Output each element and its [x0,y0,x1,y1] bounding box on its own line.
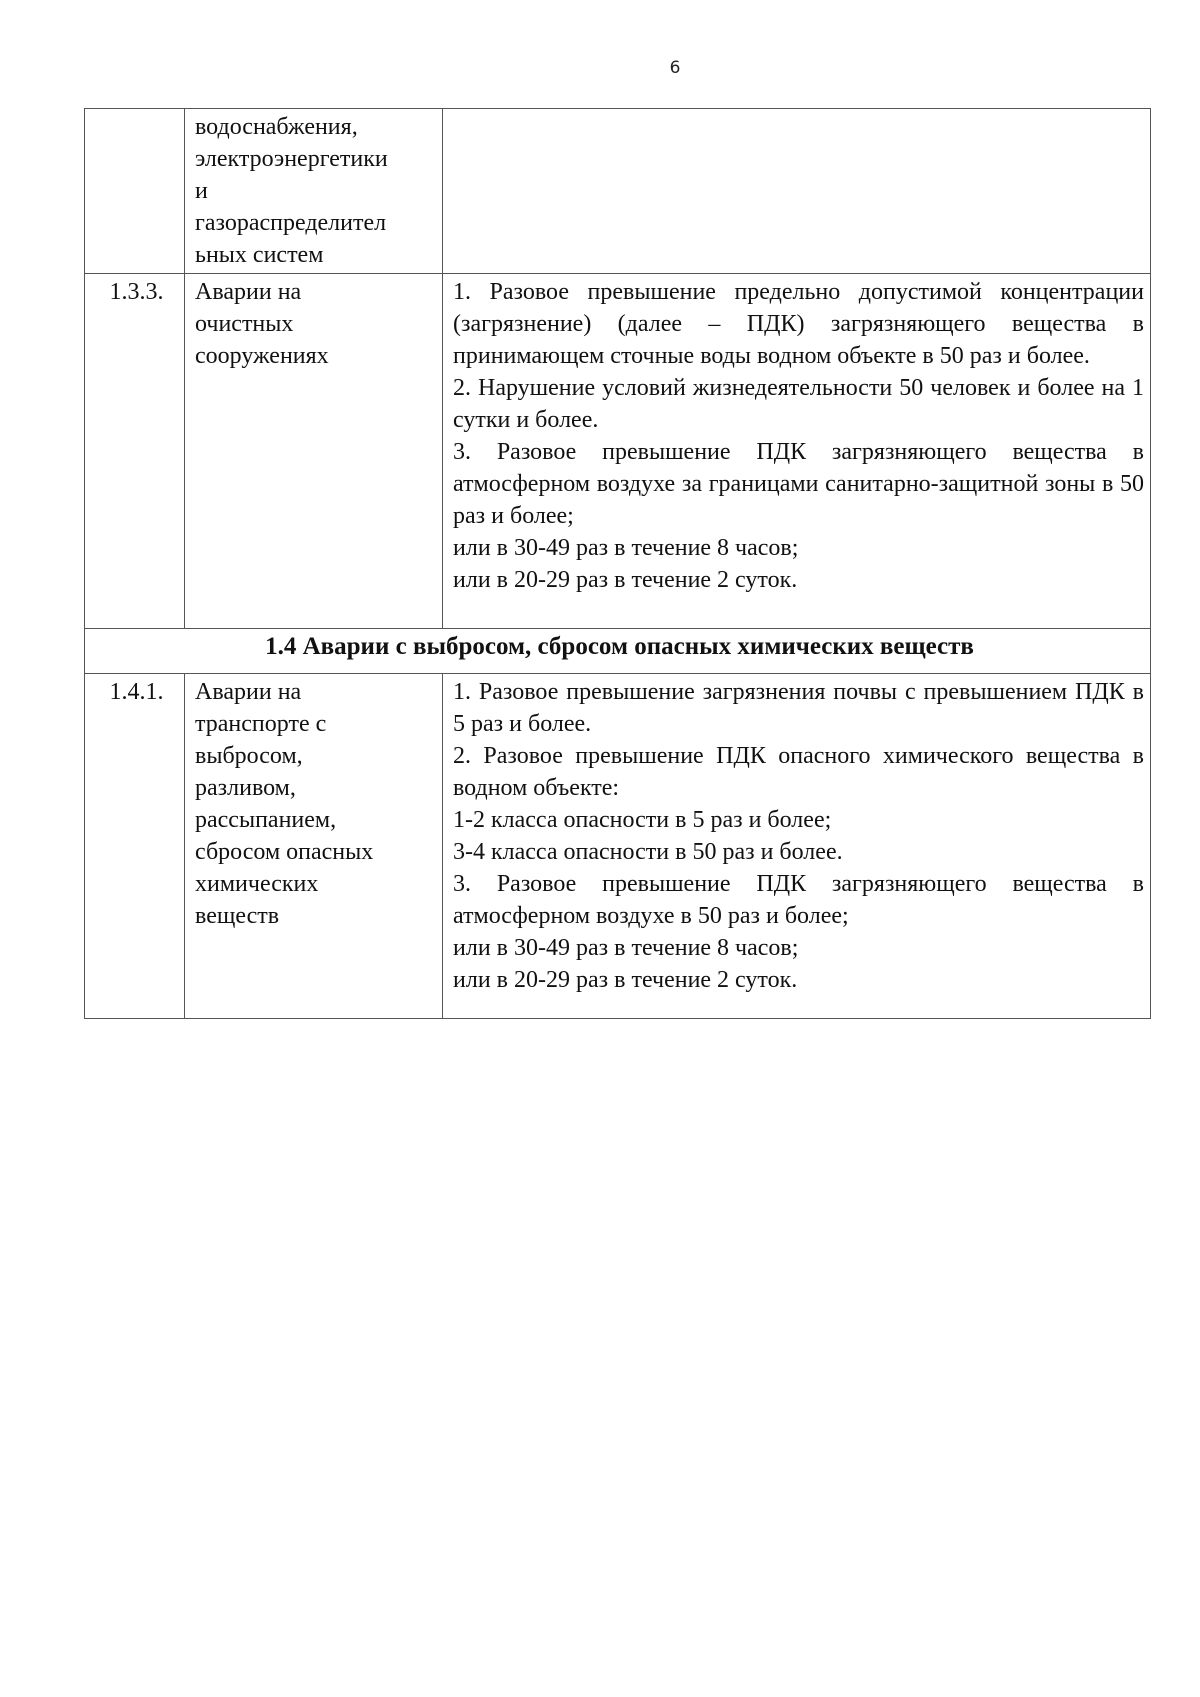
row-number: 1.3.3. [85,274,185,629]
emergency-type-cell [185,109,443,274]
criteria-cell [443,274,1151,629]
criterion-text: или в 30-49 раз в течение 8 часов; [453,535,799,561]
criterion-text: или в 20-29 раз в течение 2 суток. [453,567,798,593]
emergency-criteria-table [84,108,1151,1019]
criterion-text: или в 30-49 раз в течение 8 часов; [453,935,799,961]
table-row [85,674,1151,1019]
emergency-type-line: водоснабжения, [195,114,358,140]
criterion-text: 3. Разовое превышение ПДК загрязняющего вещества в атмосферном воздухе за границами санитарно-защитной зоны в 50 раз и более; [453,439,1144,529]
emergency-type-line: рассыпанием, [195,807,337,833]
emergency-type-line: сооружениях [195,343,329,369]
emergency-type-cell [185,674,443,1019]
criteria-cell [443,109,1151,274]
emergency-type-line: и [195,178,208,204]
emergency-type-line: сбросом опасных [195,839,374,865]
emergency-type-cell [185,274,443,629]
criterion-text: 3-4 класса опасности в 50 раз и более. [453,839,843,865]
emergency-type-line: разливом, [195,775,296,801]
row-number [85,109,185,274]
criteria-cell [443,674,1151,1019]
emergency-type-line: транспорте с [195,711,327,737]
row-number: 1.4.1. [85,674,185,1019]
criterion-text: 1. Разовое превышение предельно допустимой концентрации (загрязнение) (далее – ПДК) загрязняющего вещества в принимающем сточные воды водном объекте в 50 раз и более. [453,279,1144,369]
emergency-type-line: газораспределител [195,210,387,236]
section-heading: 1.4 Аварии с выбросом, сбросом опасных химических веществ [85,629,1151,674]
table-row [85,274,1151,629]
criterion-text: 2. Разовое превышение ПДК опасного химического вещества в водном объекте: [453,743,1144,801]
emergency-type-line: Аварии на [195,679,302,705]
criterion-text: 3. Разовое превышение ПДК загрязняющего вещества в атмосферном воздухе в 50 раз и более; [453,871,1144,929]
table-row [85,109,1151,274]
criterion-text: 2. Нарушение условий жизнедеятельности 50 человек и более на 1 сутки и более. [453,375,1144,433]
section-heading-row [85,629,1151,674]
emergency-type-line: очистных [195,311,294,337]
emergency-type-line: ьных систем [195,242,324,268]
criterion-text: или в 20-29 раз в течение 2 суток. [453,967,798,993]
emergency-type-line: химических [195,871,319,897]
emergency-type-line: выбросом, [195,743,303,769]
emergency-type-line: электроэнергетики [195,146,388,172]
page-number: 6 [669,58,681,78]
criterion-text: 1-2 класса опасности в 5 раз и более; [453,807,832,833]
criterion-text: 1. Разовое превышение загрязнения почвы с превышением ПДК в 5 раз и более. [453,679,1144,737]
emergency-type-line: Аварии на [195,279,302,305]
emergency-type-line: веществ [195,903,280,929]
